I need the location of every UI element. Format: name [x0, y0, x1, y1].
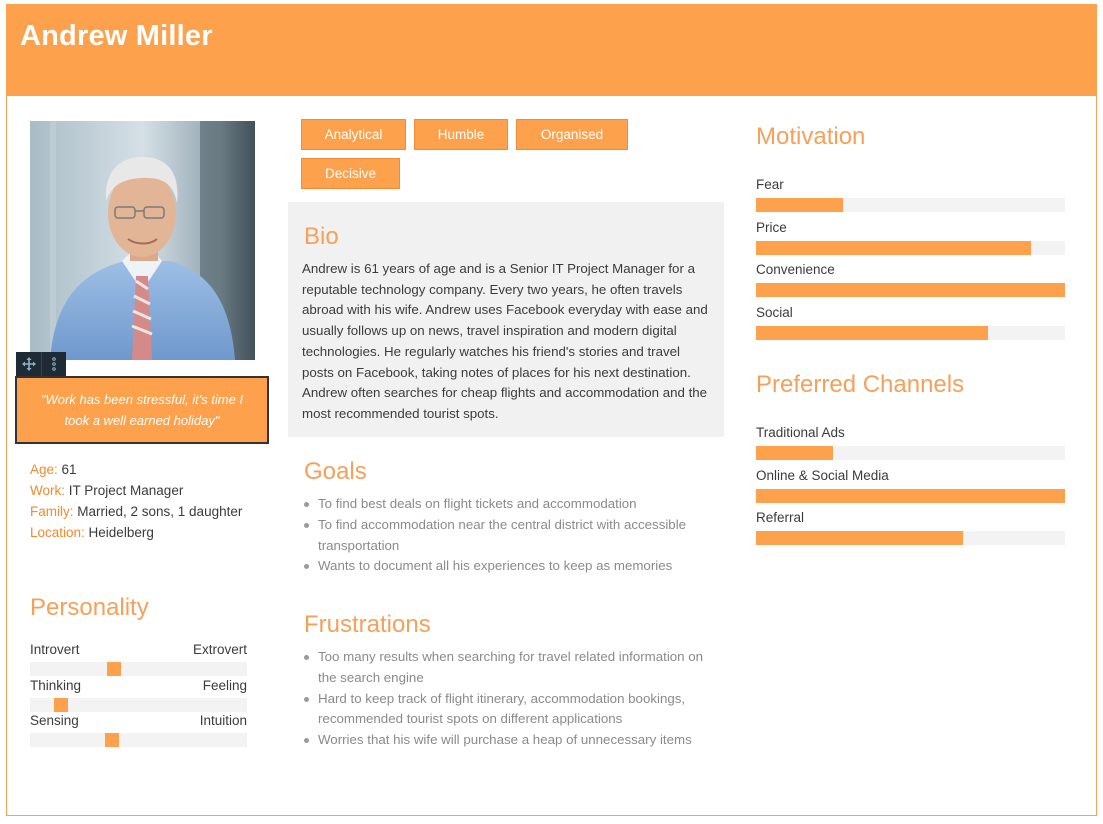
bar-label: Fear: [756, 177, 784, 192]
scale-knob[interactable]: [105, 733, 119, 747]
bar-label: Traditional Ads: [756, 425, 845, 440]
list-item: Wants to document all his experiences to keep as memories: [302, 556, 718, 577]
bar-track: [756, 283, 1065, 297]
scale-left-label: Thinking: [30, 677, 82, 693]
bar-row: [756, 425, 1065, 468]
bar-label: Price: [756, 219, 787, 235]
bar-fill: [756, 446, 833, 460]
channels-bars: [756, 425, 1065, 553]
tag-decisive: Decisive: [301, 158, 400, 189]
bar-label: Referral: [756, 510, 805, 525]
bar-fill: [756, 489, 1065, 503]
scale-track: [30, 698, 247, 712]
fact-location: Location: Heidelberg: [30, 525, 154, 540]
bar-fill: [756, 326, 988, 340]
tag-organised: Organised: [516, 119, 628, 150]
bar-row: [756, 220, 1065, 263]
bar-row: [756, 468, 1065, 511]
tag-humble: Humble: [414, 119, 508, 150]
frustrations-list: [302, 647, 720, 751]
scale-track: [30, 662, 247, 676]
more-vertical-icon[interactable]: [42, 352, 66, 376]
goals-title: Goals: [304, 458, 367, 485]
goals-list: [302, 494, 718, 577]
motivation-title: Motivation: [756, 123, 866, 150]
photo-toolbar: [16, 352, 66, 376]
bar-track: [756, 489, 1065, 503]
portrait-image: [30, 121, 255, 360]
scale-right-label: Feeling: [202, 677, 247, 693]
scale-knob[interactable]: [54, 698, 68, 712]
personality-title: Personality: [30, 594, 149, 621]
motivation-bars: [756, 177, 1065, 347]
channels-title: Preferred Channels: [756, 371, 965, 398]
bar-fill: [756, 241, 1031, 255]
list-item: To find best deals on flight tickets and accommodation: [302, 494, 718, 515]
quote-box: [15, 376, 269, 444]
bar-fill: [756, 531, 963, 545]
bar-track: [756, 531, 1065, 545]
bar-track: [756, 198, 1065, 212]
bar-row: [756, 305, 1065, 348]
scale-right-label: Extrovert: [192, 642, 247, 657]
bar-track: [756, 446, 1065, 460]
bar-label: Convenience: [756, 262, 835, 277]
list-item: To find accommodation near the central district with accessible transportation: [302, 515, 718, 557]
scale-track: [30, 733, 247, 747]
bio-title: Bio: [304, 223, 339, 250]
scale-right-label: Intuition: [199, 713, 247, 728]
bar-fill: [756, 283, 1065, 297]
fact-age: Age: 61: [30, 462, 77, 477]
persona-name: Andrew Miller: [20, 20, 213, 52]
scale-left-label: Sensing: [30, 713, 79, 728]
persona-quote: "Work has been stressful, it's time I took a well earned holiday": [40, 392, 244, 428]
bar-row: [756, 262, 1065, 305]
bar-track: [756, 326, 1065, 340]
frustrations-title: Frustrations: [304, 611, 431, 638]
move-icon[interactable]: [16, 352, 42, 376]
bar-row: [756, 177, 1065, 220]
bar-track: [756, 241, 1065, 255]
persona-photo[interactable]: [30, 121, 255, 360]
bar-label: Online & Social Media: [756, 467, 889, 483]
bio-panel: [288, 202, 724, 437]
scale-knob[interactable]: [107, 662, 121, 676]
header-bar: [6, 4, 1097, 96]
scale-left-label: Introvert: [30, 642, 80, 657]
fact-work: Work: IT Project Manager: [30, 483, 184, 498]
bar-row: [756, 510, 1065, 553]
personality-scale: [30, 678, 247, 714]
list-item: Hard to keep track of flight itinerary, accommodation bookings, recommended tourist spots on different applications: [302, 689, 720, 731]
facts-list: [30, 459, 270, 543]
fact-family: Family: Married, 2 sons, 1 daughter: [30, 504, 243, 519]
list-item: Too many results when searching for travel related information on the search engine: [302, 647, 720, 689]
personality-scale: [30, 642, 247, 678]
tag-analytical: Analytical: [301, 119, 406, 150]
bio-text: Andrew is 61 years of age and is a Senior IT Project Manager for a reputable technology company. Every two years, he often travels abroad with his wife. Andrew uses Facebook everyday with ease and usually follows up on news, travel inspiration and modern digital technologies. He regularly watches his friend's stories and travel posts on Facebook, taking notes of places for his next destination. Andrew often searches for cheap flights and accommodation and the most recommended tourist spots.: [302, 261, 708, 421]
personality-scale: [30, 713, 247, 749]
list-item: Worries that his wife will purchase a heap of unnecessary items: [302, 730, 720, 751]
bar-label: Social: [756, 304, 793, 320]
bar-fill: [756, 198, 843, 212]
personality-scales: [30, 642, 247, 749]
